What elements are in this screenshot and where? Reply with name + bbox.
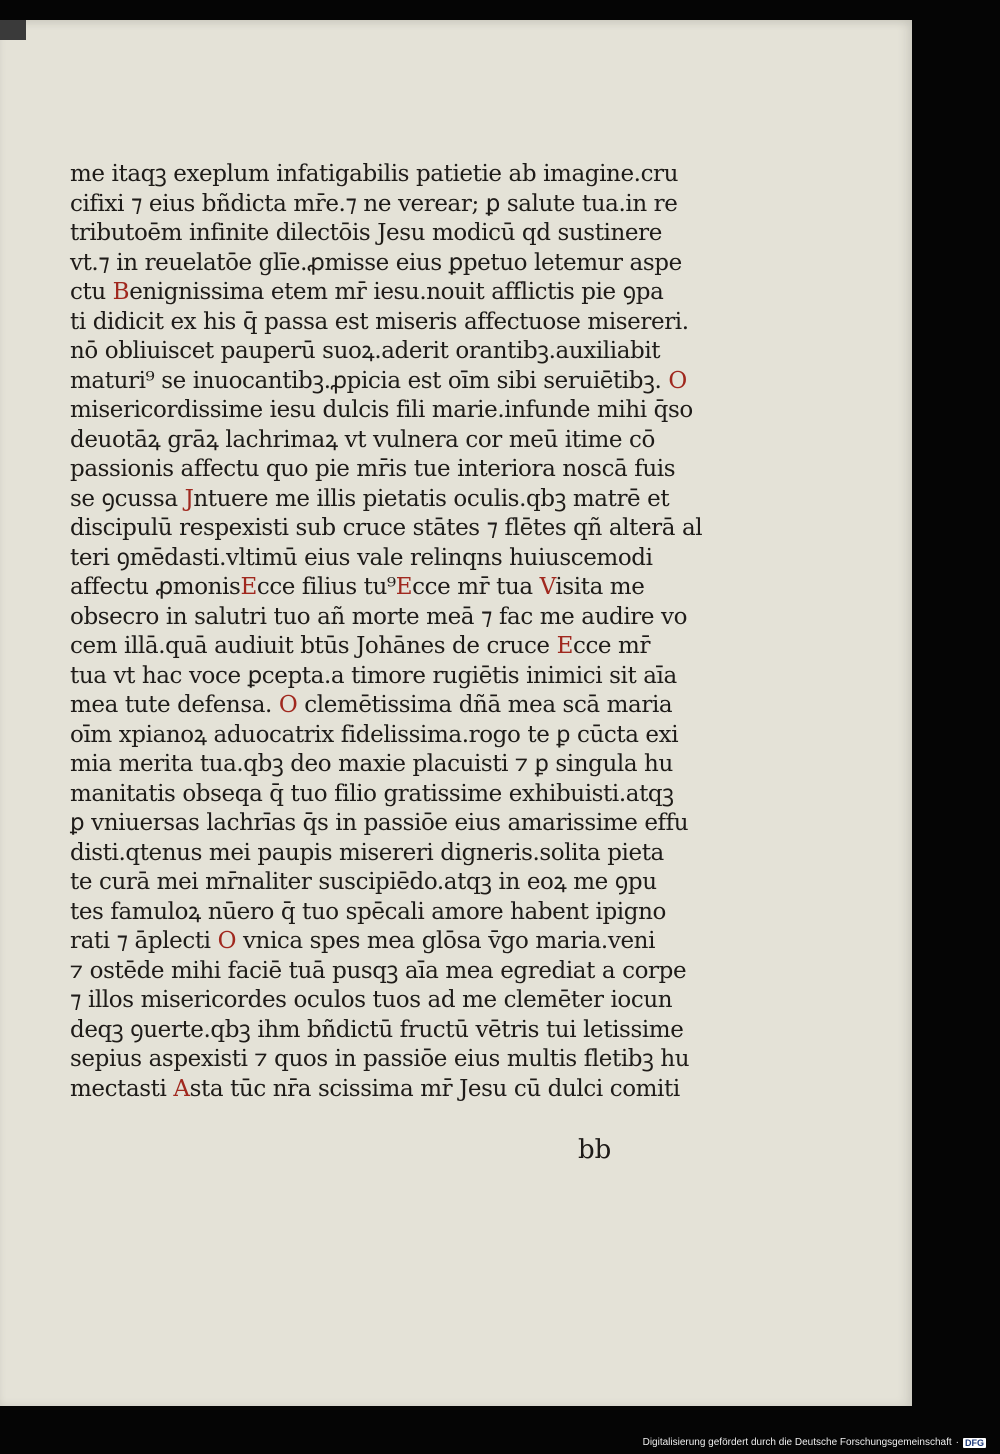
corner-mark bbox=[0, 20, 26, 40]
text-line-11: passionis affectu quo pie mr̄is tue interiora noscā fuis bbox=[70, 456, 676, 482]
text-line-24: disti.qtenus mei paupis misereri digneris.solita pieta bbox=[70, 839, 664, 866]
rubric-initial: O bbox=[217, 928, 237, 954]
text-segment: rati ⁊ āplecti bbox=[70, 928, 211, 954]
text-segment: enignissima etem mr̄ iesu.nouit afflictis pie ꝯpa bbox=[129, 279, 664, 305]
rubric-initial: V bbox=[539, 574, 556, 600]
text-line-21: mia merita tua.qbꝫ deo maxie placuisti ⁊ ꝑ singula hu bbox=[70, 751, 673, 777]
text-line-13: discipulū respexisti sub cruce stātes ⁊ flētes qñ alterā al bbox=[70, 515, 703, 541]
text-line-30: deqꝫ ꝯuerte.qbꝫ ihm bñdictū fructū vētris tui letissime bbox=[70, 1016, 684, 1043]
text-line-32 bbox=[70, 1075, 710, 1105]
text-line-10: deuotāꝝ grāꝝ lachrimaꝝ vt vulnera cor meū itime cō bbox=[70, 426, 655, 453]
text-line-5 bbox=[70, 278, 710, 308]
rubric-initial: E bbox=[240, 574, 257, 600]
dfg-logo-icon: DFG bbox=[965, 1437, 984, 1448]
text-segment: mectasti bbox=[70, 1075, 167, 1102]
rubric-initial: O bbox=[278, 692, 298, 718]
text-line-22: manitatis obseqa q̄ tuo filio gratissime exhibuisti.atqꝫ bbox=[70, 780, 674, 807]
text-segment: se ꝯcussa bbox=[70, 485, 178, 512]
text-segment: maturi⁹ se inuocantibꝫ.ꝓpicia est oīm sibi seruiētibꝫ. bbox=[70, 367, 662, 394]
text-segment: mea tute defensa. bbox=[70, 692, 272, 718]
text-line-18: tua vt hac voce ꝑcepta.a timore rugiētis inimici sit aīa bbox=[70, 662, 677, 689]
text-line-26: tes famuloꝝ nūero q̄ tuo spēcali amore habent ipigno bbox=[70, 898, 666, 925]
text-line-28: ⁊ ostēde mihi faciē tuā pusqꝫ aīa mea egrediat a corpe bbox=[70, 957, 687, 984]
footer-separator: · bbox=[955, 1437, 959, 1448]
text-segment: sta tūc nr̄a scissima mr̄ Jesu cū dulci comiti bbox=[189, 1075, 680, 1102]
text-segment: cem illā.quā audiuit btūs Johānes de cruce bbox=[70, 633, 550, 659]
text-segment: vnica spes mea glōsa v̄go maria.veni bbox=[236, 928, 656, 954]
rubric-initial: E bbox=[395, 574, 413, 600]
text-line-15 bbox=[70, 573, 710, 603]
text-line-19 bbox=[70, 691, 710, 721]
text-segment: ntuere me illis pietatis oculis.qbꝫ matrē et bbox=[193, 485, 670, 512]
text-line-2: cifixi ⁊ eius bñdicta mr̄e.⁊ ne verear; ꝑ salute tua.in re bbox=[70, 190, 678, 217]
text-segment: affectu ꝓmonis bbox=[70, 574, 241, 600]
text-segment: cce mr̄ tua bbox=[412, 574, 533, 600]
text-line-16: obsecro in salutri tuo añ morte meā ⁊ fac me audire vo bbox=[70, 603, 688, 630]
footer-credit bbox=[643, 1437, 986, 1448]
rubric-initial: B bbox=[112, 279, 130, 305]
text-line-29: ⁊ illos misericordes oculos tuos ad me clemēter iocun bbox=[70, 987, 673, 1013]
footer-text: Digitalisierung gefördert durch die Deutsche Forschungsgemeinschaft bbox=[642, 1437, 952, 1448]
text-line-12 bbox=[70, 485, 710, 515]
rubric-initial: O bbox=[668, 367, 687, 394]
signature-mark: bb bbox=[578, 1135, 612, 1165]
text-line-20: oīm xpianoꝝ aduocatrix fidelissima.rogo te ꝑ cūcta exi bbox=[70, 721, 679, 748]
text-line-9: misericordissime iesu dulcis fili marie.infunde mihi q̄so bbox=[70, 397, 693, 423]
text-line-8 bbox=[70, 367, 710, 397]
rubric-initial: J bbox=[184, 485, 194, 512]
text-line-27 bbox=[70, 927, 710, 957]
text-line-25: te curā mei mr̄naliter suscipiēdo.atqꝫ in eoꝝ me ꝯpu bbox=[70, 869, 657, 895]
text-line-4: vt.⁊ in reuelatōe glīe.ꝓmisse eius ꝑpetuo letemur aspe bbox=[70, 249, 682, 276]
text-line-7: nō obliuiscet pauperū suoꝝ.aderit orantibꝫ.auxiliabit bbox=[70, 338, 661, 364]
text-segment: isita me bbox=[555, 574, 645, 600]
text-line-17 bbox=[70, 632, 710, 662]
text-line-6: ti didicit ex his q̄ passa est miseris affectuose misereri. bbox=[70, 308, 689, 335]
text-line-23: ꝑ vniuersas lachrīas q̄s in passiōe eius amarissime effu bbox=[70, 810, 689, 836]
rubric-initial: A bbox=[173, 1075, 190, 1102]
text-line-14: teri ꝯmēdasti.vltimū eius vale relinqns huiuscemodi bbox=[70, 544, 653, 571]
text-line-31: sepius aspexisti ⁊ quos in passiōe eius multis fletibꝫ hu bbox=[70, 1046, 690, 1072]
text-segment: ctu bbox=[70, 279, 106, 305]
text-segment: cce filius tu⁹ bbox=[256, 574, 396, 600]
text-segment: cce mr̄ bbox=[572, 633, 651, 659]
book-page bbox=[0, 20, 912, 1406]
text-segment: clemētissima dñā mea scā maria bbox=[297, 692, 673, 718]
text-block bbox=[70, 160, 710, 1104]
rubric-initial: E bbox=[556, 633, 573, 659]
text-line-3: tributoēm infinite dilectōis Jesu modicū qd sustinere bbox=[70, 220, 662, 246]
text-line-1: me itaqꝫ exeplum infatigabilis patietie ab imagine.cru bbox=[70, 161, 679, 187]
